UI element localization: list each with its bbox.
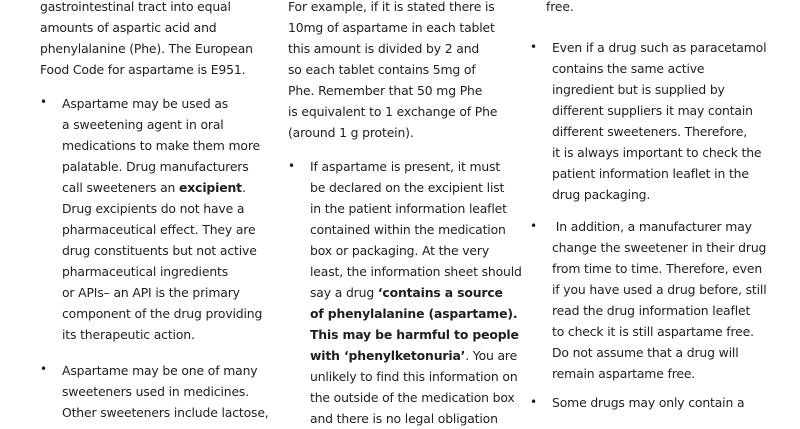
text-line: Aspartame may be used as [62, 96, 229, 111]
bullet-marker: • [530, 40, 537, 54]
text-line [288, 346, 517, 366]
text-line: the outside of the medication box [310, 390, 515, 405]
text-line: In addition, a manufacturer may [552, 219, 752, 234]
text-line: this amount is divided by 2 and [288, 41, 480, 56]
text-line: amounts of aspartic acid and [40, 20, 217, 35]
text-line: Phe. Remember that 50 mg Phe [288, 83, 483, 98]
text-line: different suppliers it may contain [552, 103, 753, 118]
text-line: read the drug information leaflet [552, 303, 751, 318]
text-line: medications to make them more [62, 138, 260, 153]
text-line: palatable. Drug manufacturers [62, 159, 249, 174]
bold-warning-text: of phenylalanine (aspartame). [310, 306, 518, 321]
text-line: its therapeutic action. [62, 327, 195, 342]
bullet-marker: • [40, 362, 47, 376]
text-line: drug packaging. [552, 187, 651, 202]
text-line: it is always important to check the [552, 145, 762, 160]
text-line: Even if a drug such as paracetamol [552, 40, 767, 55]
text-line: free. [546, 0, 574, 14]
text-line: Do not assume that a drug will [552, 345, 739, 360]
text-line: unlikely to find this information on [310, 369, 518, 384]
bullet-marker: • [530, 395, 537, 409]
bold-warning-text: This may be harmful to people [310, 327, 519, 342]
text-line: to check it is still aspartame free. [552, 324, 754, 339]
text-line: sweeteners used in medicines. [62, 384, 250, 399]
text-line: Other sweeteners include lactose, [62, 405, 269, 420]
text-line [288, 283, 503, 303]
text-line: contained within the medication [310, 222, 506, 237]
bullet-marker: • [530, 219, 537, 233]
text-line [288, 325, 519, 345]
text-line: different sweeteners. Therefore, [552, 124, 747, 139]
text-line: contains the same active [552, 61, 705, 76]
text-line: patient information leaflet in the [552, 166, 749, 181]
text-line: Aspartame may be one of many [62, 363, 258, 378]
text-line: be declared on the excipient list [310, 180, 505, 195]
text-line: in the patient information leaflet [310, 201, 507, 216]
text-line: phenylalanine (Phe). The European [40, 41, 253, 56]
text-line: For example, if it is stated there is [288, 0, 495, 14]
text-line: and there is no legal obligation [310, 411, 498, 426]
text-line: ingredient but is supplied by [552, 82, 725, 97]
text-line: is equivalent to 1 exchange of Phe [288, 104, 498, 119]
bullet-marker: • [40, 95, 47, 109]
text-line [288, 304, 517, 324]
text-line: pharmaceutical effect. They are [62, 222, 256, 237]
text-line: Food Code for aspartame is E951. [40, 62, 246, 77]
text-line: gastrointestinal tract into equal [40, 0, 231, 14]
text-line: (around 1 g protein). [288, 125, 414, 140]
text-line [40, 178, 246, 198]
text-run: say a drug [310, 285, 378, 300]
text-line: pharmaceutical ingredients [62, 264, 229, 279]
text-line: or APIs– an API is the primary [62, 285, 240, 300]
text-line: a sweetening agent in oral [62, 117, 224, 132]
text-line: Drug excipients do not have a [62, 201, 245, 216]
bold-term-excipient: excipient [179, 180, 242, 195]
text-run: call sweeteners an [62, 180, 180, 195]
text-line: Some drugs may only contain a [552, 395, 745, 410]
bullet-marker: • [288, 159, 295, 173]
bold-warning-text: with ‘phenylketonuria’ [310, 348, 466, 363]
text-line: box or packaging. At the very [310, 243, 490, 258]
text-line: so each tablet contains 5mg of [288, 62, 476, 77]
text-line: drug constituents but not active [62, 243, 257, 258]
text-line: remain aspartame free. [552, 366, 696, 381]
text-line: If aspartame is present, it must [310, 159, 501, 174]
text-line: change the sweetener in their drug [552, 240, 767, 255]
text-line: 10mg of aspartame in each tablet [288, 20, 495, 35]
text-line: if you have used a drug before, still [552, 282, 767, 297]
text-run: . [241, 180, 246, 195]
text-line: least, the information sheet should [310, 264, 522, 279]
text-run: . You are [465, 348, 518, 363]
bold-warning-text: ‘contains a source [377, 285, 503, 300]
text-line: from time to time. Therefore, even [552, 261, 763, 276]
text-line: component of the drug providing [62, 306, 263, 321]
